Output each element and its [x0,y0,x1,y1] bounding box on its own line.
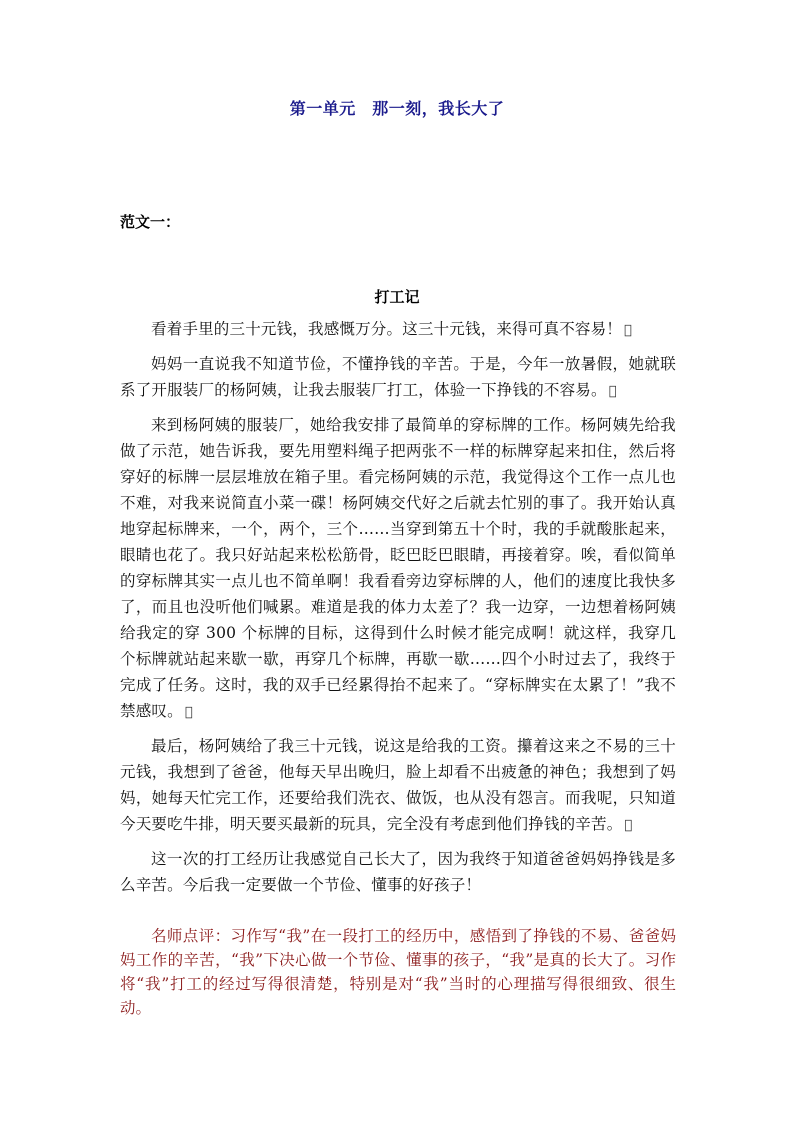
unit-title: 第一单元 那一刻，我长大了 [289,99,505,118]
paragraph-text: 来到杨阿姨的服装厂，她给我安排了最简单的穿标牌的工作。杨阿姨先给我做了示范，她告诉我，要先用塑料绳子把两张不一样的标牌穿起来扣住，然后将穿好的标牌一层层堆放在箱子里。看完杨阿姨的示范，我觉得这个工作一点儿也不难，对我来说简直小菜一碟！杨阿姨交代好之后就去忙别的事了。我开始认真地穿起标牌来，一个，两个，三个……当穿到第五十个时，我的手就酸胀起来，眼睛也花了。我只好站起来松松筋骨，眨巴眨巴眼睛，再接着穿。唉，看似简单的穿标牌其实一点儿也不简单啊！我看看旁边穿标牌的人，他们的速度比我快多了，而且也没听他们喊累。难道是我的体力太差了？我一边穿，一边想着杨阿姨给我定的穿 300 个标牌的目标，这得到什么时候才能完成啊！就这样，我穿几个标牌就站起来歇一歇，再穿几个标牌，再歇一歇……四个小时过去了，我终于完成了任务。这时，我的双手已经累得抬不起来了。“穿标牌实在太累了！”我不禁感叹。 [120,416,676,720]
section-label: 范文一： [120,213,181,231]
paragraph-text: 妈妈一直说我不知道节俭，不懂挣钱的辛苦。于是，今年一放暑假，她就联系了开服装厂的杨阿姨，让我去服装厂打工，体验一下挣钱的不容易。 [120,355,676,399]
paragraph-4 [120,733,676,839]
paragraph-text: 最后，杨阿姨给了我三十元钱，说这是给我的工资。攥着这来之不易的三十元钱，我想到了爸爸，他每天早出晚归，脸上却看不出疲惫的神色；我想到了妈妈，她每天忙完工作，还要给我们洗衣、做饭，也从没有怨言。而我呢，只知道今天要吃牛排，明天要买最新的玩具，完全没有考虑到他们挣钱的辛苦。 [120,737,676,833]
paragraph-text: 这一次的打工经历让我感觉自己长大了，因为我终于知道爸爸妈妈挣钱是多么辛苦。今后我一定要做一个节俭、懂事的好孩子！ [120,850,676,894]
paragraph-5 [120,846,676,898]
paragraph-2 [120,351,676,405]
essay-body [120,316,676,905]
paragraph-3 [120,412,676,726]
teacher-comment: 名师点评：习作写“我”在一段打工的经历中，感悟到了挣钱的不易、爸爸妈妈工作的辛苦，“我”下决心做一个节俭、懂事的孩子，“我”是真的长大了。习作将“我”打工的经过写得很清楚，特别是对“我”当时的心理描写得很细致、很生动。 [120,927,676,1017]
paragraph-mark: 𨹪 [624,818,633,833]
paragraph-1 [120,316,676,344]
paragraph-mark: 𨹪 [184,705,193,720]
paragraph-mark: 𨹪 [608,384,617,399]
essay-title: 打工记 [374,288,420,306]
paragraph-text: 看着手里的三十元钱，我感慨万分。这三十元钱，来得可真不容易！ [151,320,623,338]
paragraph-mark: 𨹪 [624,323,633,338]
